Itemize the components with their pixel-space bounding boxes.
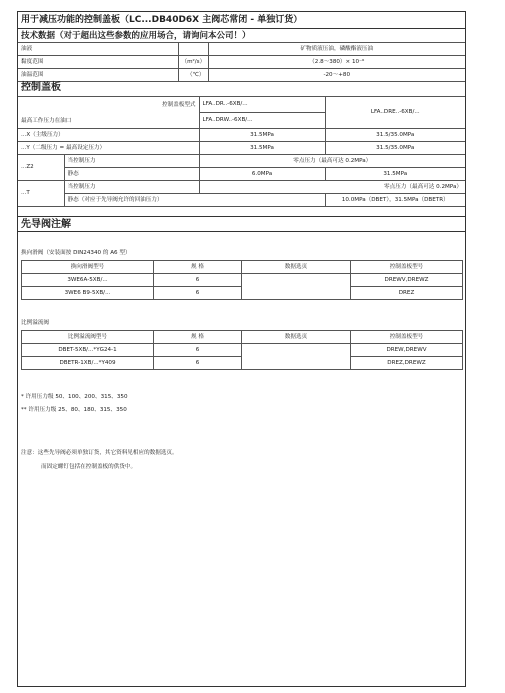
valve-cover: DREZ [351, 287, 463, 300]
proportional-valve-title: 比例溢流阀 [21, 320, 49, 326]
tech-unit: （℃） [178, 69, 208, 82]
port-x-value-1: 31.5MPa [199, 129, 325, 142]
port-x-label: ...X（主级压力） [18, 129, 199, 142]
cover-header-cell [18, 97, 199, 129]
table-row [18, 97, 465, 113]
table-row [18, 155, 465, 168]
valve-datasheet [242, 274, 351, 300]
valve-size: 6 [154, 274, 242, 287]
valve-model: DBET-5XB/...*YG24-1 [22, 344, 154, 357]
table-row [18, 181, 465, 194]
tech-data-table [18, 42, 465, 82]
port-x-value-2: 31.5/35.0MPa [325, 129, 465, 142]
page-title: 用于减压功能的控制盖板（LC...DB40D6X 主阀芯常闭 - 单独订货） [18, 12, 465, 29]
t-static-label: 静态（对应于先导阀允许的回油压力） [64, 194, 325, 207]
col-header-model: 比例溢流阀型号 [22, 331, 154, 344]
max-pressure-label: 最高工作压力在油口 [21, 118, 72, 124]
z2-static-value-2: 31.5MPa [325, 168, 465, 181]
remark-order-separately: 注意：这些先导阀必须单独订货，其它资料见相应的数据选页。 [21, 450, 178, 456]
pilot-valve-heading: 先导阀注解 [18, 216, 465, 231]
valve-size: 6 [154, 357, 242, 370]
t-ctrl-label: 当控制压力 [64, 181, 199, 194]
table-row [22, 331, 463, 344]
divider [18, 231, 465, 232]
port-y-value-2: 31.5/35.0MPa [325, 142, 465, 155]
valve-cover: DREZ,DREWZ [351, 357, 463, 370]
table-row [22, 274, 463, 287]
control-cover-table [18, 96, 465, 207]
valve-cover: DREW,DREWV [351, 344, 463, 357]
note-pressure-levels-2: ** 许用压力级 25、80、180、315、350 [21, 407, 127, 413]
tech-value: （2.8～380）× 10⁻⁶ [208, 56, 465, 69]
z2-ctrl-label: 当控制压力 [64, 155, 199, 168]
table-row [18, 43, 465, 56]
cover-type-dre: LFA..DRE..-6XB/... [325, 97, 465, 129]
tech-unit: （m²/s） [178, 56, 208, 69]
table-row [18, 56, 465, 69]
valve-model: DBETR-1XB/...*Y409 [22, 357, 154, 370]
z2-static-label: 静态 [64, 168, 199, 181]
cover-type-drw: LFA..DRW..-6XB/... [199, 113, 325, 129]
tech-unit [178, 43, 208, 56]
col-header-cover: 控制盖板型号 [351, 331, 463, 344]
valve-model: 3WE6 B9-5XB/... [22, 287, 154, 300]
col-header-size: 规 格 [154, 261, 242, 274]
valve-cover: DREWV,DREWZ [351, 274, 463, 287]
col-header-size: 规 格 [154, 331, 242, 344]
port-z2-label: ...Z2 [18, 155, 64, 181]
tech-label: 油温范围 [18, 69, 178, 82]
table-row [22, 261, 463, 274]
cover-type-label: 控制盖板型式 [161, 102, 196, 108]
tech-label: 黏度范围 [18, 56, 178, 69]
directional-valve-table [21, 260, 463, 300]
cover-type-dr: LFA..DR..-6XB/... [199, 97, 325, 113]
z2-static-value-1: 6.0MPa [199, 168, 325, 181]
col-header-datasheet: 数据选页 [242, 331, 351, 344]
table-row [18, 142, 465, 155]
document-frame [17, 11, 466, 687]
valve-datasheet [242, 344, 351, 370]
directional-valve-title: 换向滑阀（安装面按 DIN24340 的 A6 型） [21, 250, 131, 256]
port-t-label: ...T [18, 181, 64, 207]
proportional-valve-table [21, 330, 463, 370]
t-static-value: 10.0MPa（DBET），31.5MPa（DBETR） [325, 194, 465, 207]
control-cover-heading: 控制盖板 [21, 82, 61, 93]
table-row [18, 69, 465, 82]
table-row [22, 344, 463, 357]
valve-size: 6 [154, 287, 242, 300]
col-header-datasheet: 数据选页 [242, 261, 351, 274]
table-row [18, 129, 465, 142]
note-pressure-levels-1: * 许用压力级 50、100、200、315、350 [21, 394, 128, 400]
z2-ctrl-value: 零点压力（最高可达 0.2MPa） [199, 155, 465, 168]
col-header-cover: 控制盖板型号 [351, 261, 463, 274]
tech-value: 矿物质液压油，磷酸酯液压油 [208, 43, 465, 56]
tech-value: -20～+80 [208, 69, 465, 82]
valve-model: 3WE6A-5XB/... [22, 274, 154, 287]
t-ctrl-value: 零点压力（最高可达 0.2MPa） [199, 181, 465, 194]
port-y-label: ...Y（二级压力 = 最高设定压力） [18, 142, 199, 155]
col-header-model: 换向滑阀型号 [22, 261, 154, 274]
port-y-value-1: 31.5MPa [199, 142, 325, 155]
remark-screws-included: 而固定螺钉包括在控制盖板的供货中。 [41, 464, 137, 470]
tech-data-heading: 技术数据（对于超出这些参数的应用场合，请询问本公司！） [21, 31, 251, 41]
tech-label: 油液 [18, 43, 178, 56]
valve-size: 6 [154, 344, 242, 357]
table-row [18, 168, 465, 181]
table-row [18, 194, 465, 207]
